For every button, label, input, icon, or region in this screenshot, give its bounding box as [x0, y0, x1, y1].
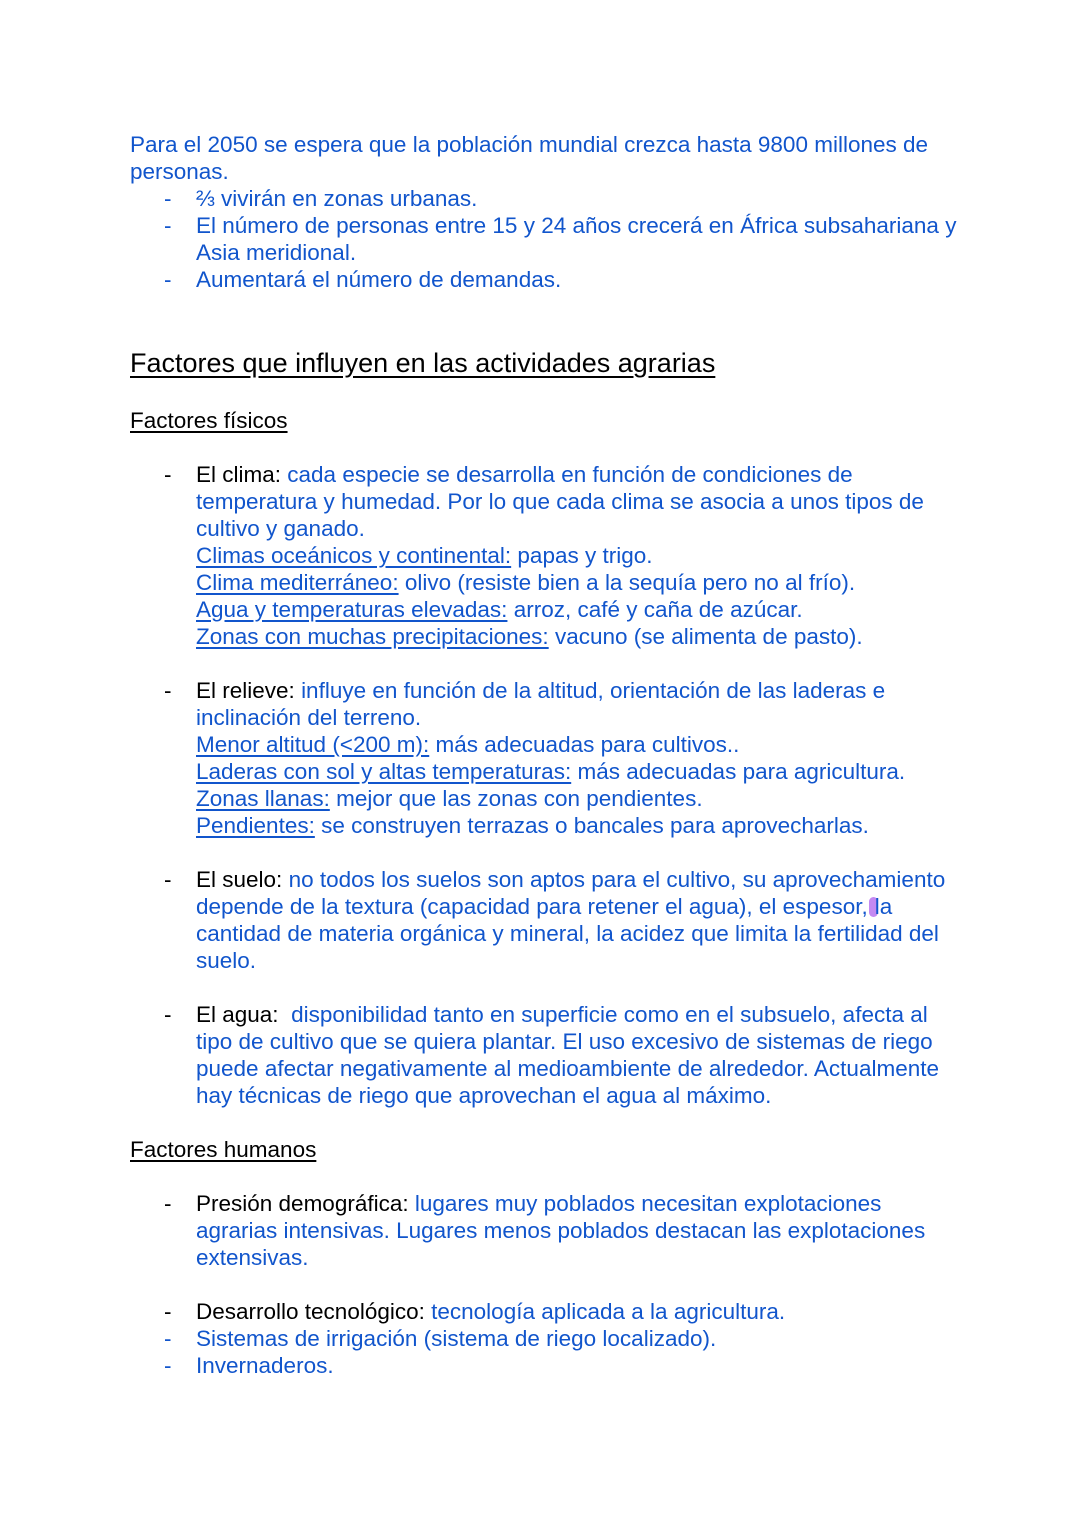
- intro-paragraph: Para el 2050 se espera que la población mundial crezca hasta 9800 millones de personas.: [130, 132, 929, 184]
- sub-item: Zonas con muchas precipitaciones: vacuno (se alimenta de pasto).: [196, 624, 863, 649]
- factor-desarrollo-tecnologico: [130, 1298, 960, 1325]
- factor-text: disponibilidad tanto en superficie como en el subsuelo, afecta al tipo de cultivo que se quiera plantar. El uso excesivo de sistemas de riego puede afectar negativamente al medioambiente de alrededor. Actualmente hay técnicas de riego que aprovechan el agua al máximo.: [196, 1002, 939, 1108]
- factor-label: El agua:: [196, 1002, 279, 1027]
- factor-text: influye en función de la altitud, orientación de las laderas e inclinación del terreno.: [196, 678, 886, 730]
- factor-text: tecnología aplicada a la agricultura.: [431, 1299, 786, 1324]
- factor-text: cada especie se desarrolla en función de condiciones de temperatura y humedad. Por lo que cada clima se asocia a unos tipos de cultivo y ganado.: [196, 462, 924, 541]
- factor-clima: [130, 461, 960, 650]
- list-item: - ⅔ vivirán en zonas urbanas.: [164, 186, 478, 211]
- humanos-list: [130, 1190, 960, 1379]
- fisicos-list: [130, 461, 960, 1109]
- dash-bullet: -: [164, 1353, 172, 1378]
- sub-item: Laderas con sol y altas temperaturas: más adecuadas para agricultura.: [196, 759, 906, 784]
- list-item: - El número de personas entre 15 y 24 años crecerá en África subsahariana y Asia meridional.: [164, 213, 957, 265]
- sub-item: Clima mediterráneo: olivo (resiste bien a la sequía pero no al frío).: [196, 570, 856, 595]
- dash-bullet: -: [164, 678, 172, 703]
- sub-item: Pendientes: se construyen terrazas o bancales para aprovecharlas.: [196, 813, 869, 838]
- dash-bullet: -: [164, 1299, 172, 1324]
- dash-bullet: -: [164, 267, 172, 292]
- dash-bullet: -: [164, 186, 172, 211]
- list-item: - Invernaderos.: [164, 1353, 334, 1378]
- factor-text-continued: la cantidad de materia orgánica y mineral, la acidez que limita la fertilidad del suelo.: [196, 894, 939, 973]
- factor-suelo: [130, 866, 960, 974]
- dash-bullet: -: [164, 462, 172, 487]
- factor-text: no todos los suelos son aptos para el cultivo, su aprovechamiento depende de la textura (capacidad para retener el agua), el espesor,: [196, 867, 946, 919]
- factor-label: El relieve:: [196, 678, 295, 703]
- intro-list: [130, 185, 960, 293]
- factor-label: Desarrollo tecnológico:: [196, 1299, 425, 1324]
- sub-item: Climas oceánicos y continental: papas y trigo.: [196, 543, 653, 568]
- factor-presion-demografica: [130, 1190, 960, 1271]
- sub-item: Zonas llanas: mejor que las zonas con pendientes.: [196, 786, 703, 811]
- dash-bullet: -: [164, 867, 172, 892]
- dash-bullet: -: [164, 1002, 172, 1027]
- subsection-heading-humanos: Factores humanos: [130, 1137, 317, 1162]
- factor-label: Presión demográfica:: [196, 1191, 409, 1216]
- factor-label: El clima:: [196, 462, 282, 487]
- factor-agua: [130, 1001, 960, 1109]
- list-item: - Sistemas de irrigación (sistema de riego localizado).: [164, 1326, 717, 1351]
- list-item: - Aumentará el número de demandas.: [164, 267, 562, 292]
- factor-text: lugares muy poblados necesitan explotaciones agrarias intensivas. Lugares menos poblados destacan las explotaciones extensivas.: [196, 1191, 926, 1270]
- document-page: [130, 131, 960, 1379]
- dash-bullet: -: [164, 213, 172, 238]
- factor-label: El suelo:: [196, 867, 283, 892]
- dash-bullet: -: [164, 1326, 172, 1351]
- section-title: Factores que influyen en las actividades agrarias: [130, 348, 716, 378]
- subsection-heading-fisicos: Factores físicos: [130, 408, 288, 433]
- dash-bullet: -: [164, 1191, 172, 1216]
- factor-relieve: [130, 677, 960, 839]
- sub-item: Agua y temperaturas elevadas: arroz, café y caña de azúcar.: [196, 597, 803, 622]
- sub-item: Menor altitud (<200 m): más adecuadas para cultivos..: [196, 732, 740, 757]
